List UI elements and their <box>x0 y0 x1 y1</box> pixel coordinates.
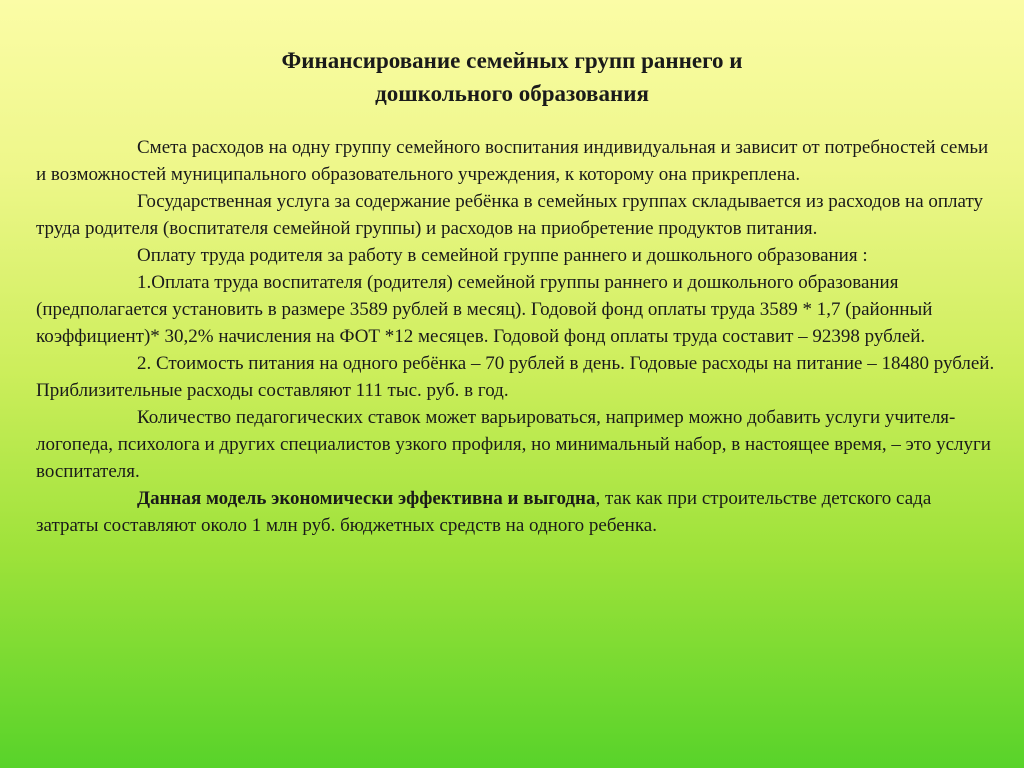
paragraph-teacher-pay: 1.Оплата труда воспитателя (родителя) семейной группы раннего и дошкольного образования (предполагается установить в размере 3589 рублей в месяц). Годовой фонд оплаты труда 3589 * 1,7 (районный коэффициент)* 30,2% начисления на ФОТ *12 месяцев. Годовой фонд оплаты труда составит – 92398 рублей. <box>36 272 933 347</box>
paragraph-conclusion <box>36 485 996 539</box>
paragraph-state-service: Государственная услуга за содержание ребёнка в семейных группах складывается из расходов на оплату труда родителя (воспитателя семейной группы) и расходов на приобретение продуктов питания. <box>36 191 984 239</box>
paragraph-staff-positions: Количество педагогических ставок может варьироваться, например можно добавить услуги учителя-логопеда, психолога и других специалистов узкого профиля, но минимальный набор, в настоящее время, – это услуги воспитателя. <box>36 407 991 482</box>
paragraph-parent-pay: Оплату труда родителя за работу в семейной группе раннего и дошкольного образования : <box>137 245 868 266</box>
slide-title-line-1: Финансирование семейных групп раннего и <box>281 48 743 73</box>
conclusion-bold-text: Данная модель экономически эффективна и выгодна <box>137 488 596 509</box>
slide-body <box>36 134 996 539</box>
slide-title-line-2: дошкольного образования <box>375 81 649 106</box>
paragraph-budget-estimate: Смета расходов на одну группу семейного воспитания индивидуальная и зависит от потребностей семьи и возможностей муниципального образовательного учреждения, к которому она прикреплена. <box>36 137 989 185</box>
slide-title <box>0 44 1024 110</box>
conclusion-text: , так как при строительстве детского сада затраты составляют около 1 млн руб. бюджетных средств на одного ребенка. <box>36 488 932 536</box>
paragraph-food-cost: 2. Стоимость питания на одного ребёнка – 70 рублей в день. Годовые расходы на питание – 18480 рублей. Приблизительные расходы составляют 111 тыс. руб. в год. <box>36 353 995 401</box>
